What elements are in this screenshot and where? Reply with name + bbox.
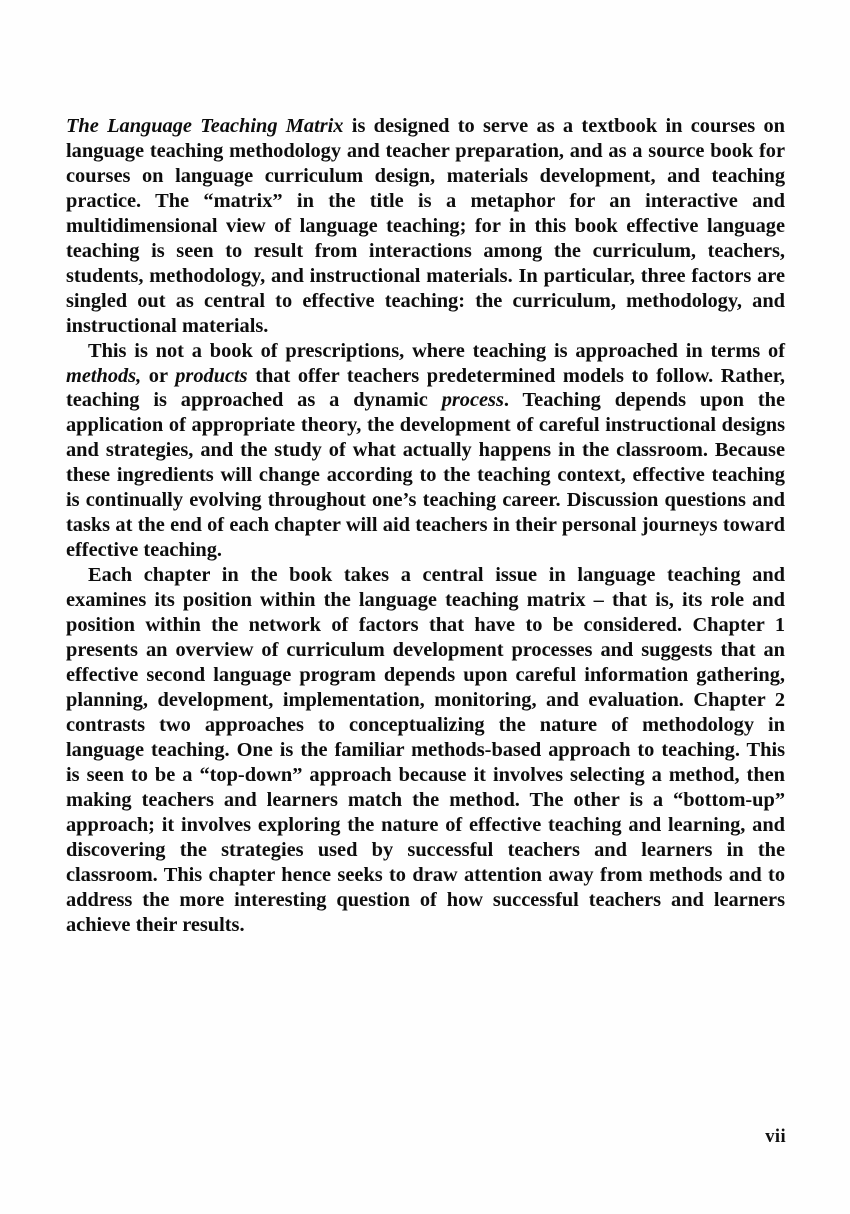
italic-phrase: products xyxy=(175,364,248,387)
paragraph-2 xyxy=(66,339,785,564)
text-run: This is not a book of prescriptions, where teaching is approached in terms of xyxy=(88,339,785,362)
paragraph-3 xyxy=(66,563,785,937)
text-run: or xyxy=(141,364,176,387)
text-run: . Teaching depends upon the application of appropriate theory, the development of careful instructional designs and strategies, and the study of what actually happens in the classroom. Because these ingredients will change according to the teaching context, effective teaching is continually evolving throughout one’s teaching career. Discussion questions and tasks at the end of each chapter will aid teachers in their personal journeys toward effective teaching. xyxy=(66,389,785,562)
italic-phrase: The Language Teaching Matrix xyxy=(66,115,344,137)
text-run: Each chapter in the book takes a central issue in language teaching and examines its position within the language teaching matrix – that is, its role and position within the network of factors that have to be considered. Chapter 1 presents an overview of curriculum development processes and suggests that an effective second language program depends upon careful information gathering, planning, development, implementation, monitoring, and evaluation. Chapter 2 contrasts two approaches to conceptualizing the nature of methodology in language teaching. One is the familiar methods-based approach to teaching. This is seen to be a “top-down” approach because it involves selecting a method, then making teachers and learners match the method. The other is a “bottom-up” approach; it involves exploring the nature of effective teaching and learning, and discovering the strategies used by successful teachers and learners in the classroom. This chapter hence seeks to draw attention away from methods and to address the more interesting question of how successful teachers and learners achieve their results. xyxy=(66,564,785,936)
italic-phrase: methods, xyxy=(66,364,142,387)
italic-phrase: process xyxy=(441,389,504,412)
text-run: that offer teachers predetermined models to follow. Rather, teaching is approached as a dynamic xyxy=(66,364,785,412)
page-number: vii xyxy=(765,1127,786,1147)
text-run: is designed to serve as a textbook in courses on language teaching methodology and teacher preparation, and as a source book for courses on language curriculum design, materials development, and teaching practice. The “matrix” in the title is a metaphor for an interactive and multidimensional view of language teaching; for in this book effective language teaching is seen to result from interactions among the curriculum, teachers, students, methodology, and instructional materials. In particular, three factors are singled out as central to effective teaching: the curriculum, methodology, and instructional materials. xyxy=(66,115,785,337)
paragraph-1 xyxy=(66,114,785,339)
body-text-column xyxy=(66,114,785,937)
